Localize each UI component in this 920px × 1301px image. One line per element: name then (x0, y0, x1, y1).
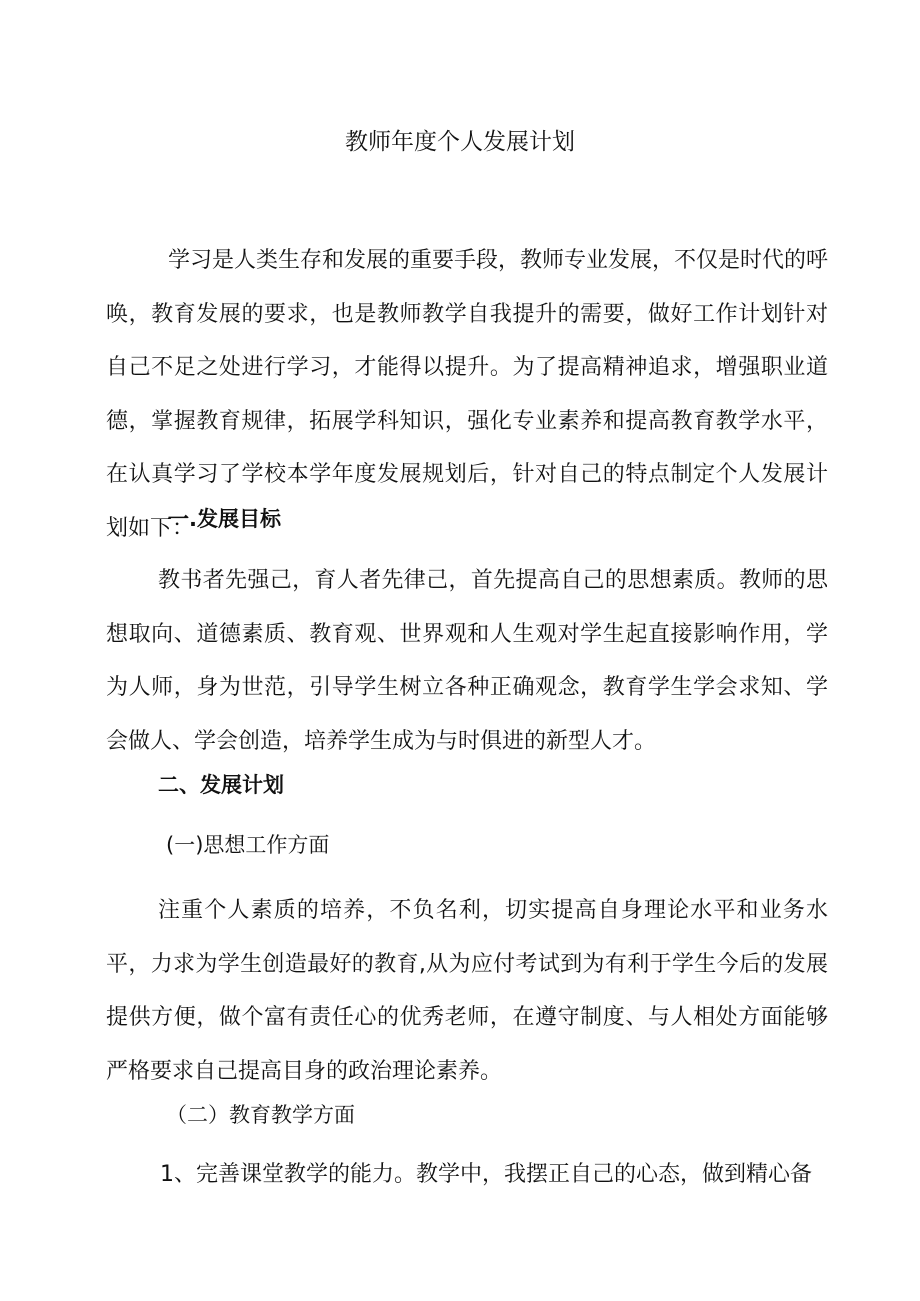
document-title: 教师年度个人发展计划 (345, 129, 575, 155)
section-heading-plan: 二、发展计划 (158, 773, 284, 797)
subsection-heading-ideology: (一)思想工作方面 (166, 833, 330, 857)
teaching-item-1: 1、完善课堂教学的能力。教学中，我摆正自己的心态，做到精心备 (160, 1162, 812, 1187)
ideology-paragraph: 注重个人素质的培养，不负名利，切实提高自身理论水平和业务水平，力求为学生创造最好的教育,从为应付考试到为有利于学生今后的发展提供方便，做个富有责任心的优秀老师，在遵守制度、与人相处方面能够严格要求自己提高目身的政治理论素养。 (106, 898, 828, 1084)
section-heading-goals: 一.发展目标 (168, 507, 281, 531)
subsection-heading-teaching: （二）教育教学方面 (166, 1103, 355, 1127)
intro-paragraph: 学习是人类生存和发展的重要手段，教师专业发展，不仅是时代的呼唤，教育发展的要求，也是教师教学自我提升的需要，做好工作计划针对自己不足之处进行学习，才能得以提升。为了提高精神追求，增强职业道德，掌握教育规律，拓展学科知识，强化专业素养和提高教育教学水平，在认真学习了学校本学年度发展规划后，针对自己的特点制定个人发展计划如下： (106, 248, 829, 541)
goals-paragraph: 教书者先强己，育人者先律己，首先提高自己的思想素质。教师的思想取向、道德素质、教育观、世界观和人生观对学生起直接影响作用，学为人师，身为世范，引导学生树立各种正确观念，教育学生学会求知、学会做人、学会创造，培养学生成为与时俱进的新型人才。 (106, 568, 828, 754)
